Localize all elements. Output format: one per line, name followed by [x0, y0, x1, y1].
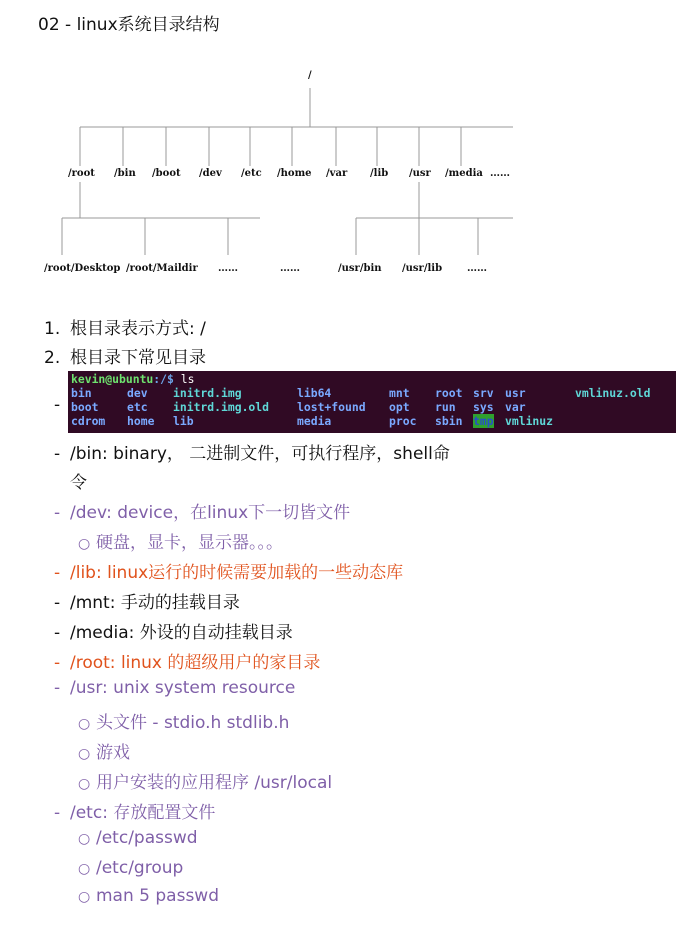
tree-node: …… — [490, 168, 510, 179]
list-item-root: - /root: linux 的超级用户的家目录 — [54, 653, 321, 673]
list-item: 1. 根目录表示方式: / — [44, 319, 206, 339]
list-item: 2. 根目录下常见目录 — [44, 348, 206, 368]
tree-node: /usr/lib — [402, 263, 443, 274]
tree-node: /boot — [152, 168, 181, 179]
tree-node: /etc — [241, 168, 262, 179]
list-item-lib: - /lib: linux运行的时候需要加载的一些动态库 — [54, 563, 404, 583]
tree-node: …… — [280, 263, 300, 274]
sub-item-usr-headers: ○ 头文件 - stdio.h stdlib.h — [78, 713, 290, 733]
list-item-dev: - /dev: device，在linux下一切皆文件 — [54, 503, 351, 523]
tree-node: /media — [445, 168, 483, 179]
tree-node: /dev — [199, 168, 222, 179]
tree-node: /var — [326, 168, 348, 179]
sub-item-dev: ○ 硬盘，显卡，显示器。。。 — [78, 533, 283, 553]
list-item-bin: - /bin: binary， 二进制文件，可执行程序，shell命 — [54, 444, 450, 464]
tree-node: …… — [218, 263, 238, 274]
list-item-usr: - /usr: unix system resource — [54, 678, 296, 698]
tree-node-root: / — [308, 70, 312, 81]
tree-node: …… — [467, 263, 487, 274]
sub-item-usr-games: ○ 游戏 — [78, 743, 130, 763]
tree-node: /lib — [370, 168, 389, 179]
list-item-mnt: - /mnt: 手动的挂载目录 — [54, 593, 240, 613]
list-item-bin-continued: 令 — [70, 473, 87, 493]
directory-tree-diagram — [0, 60, 678, 300]
tree-node: /bin — [114, 168, 136, 179]
terminal-ls-row: bin dev initrd.img lib64 mnt root srv usr vmlinuz.old — [71, 386, 651, 400]
terminal-dash: - — [54, 395, 61, 415]
terminal-ls-row: boot etc initrd.img.old lost+found opt run sys var — [71, 400, 526, 414]
tree-node: /usr — [409, 168, 431, 179]
list-item-etc: - /etc: 存放配置文件 — [54, 803, 216, 823]
sub-item-etc-passwd: ○ /etc/passwd — [78, 828, 198, 848]
tree-node: /usr/bin — [338, 263, 382, 274]
terminal-ls-row: cdrom home lib media proc sbin tmp vmlinuz — [71, 414, 554, 428]
terminal-screenshot — [68, 371, 676, 433]
tree-node: /home — [277, 168, 312, 179]
sub-item-etc-group: ○ /etc/group — [78, 858, 184, 878]
tree-node: /root/Maildir — [126, 263, 198, 274]
tree-node: /root/Desktop — [44, 263, 121, 274]
terminal-prompt-row: kevin@ubuntu:/$ ls — [71, 372, 195, 386]
sub-item-man-passwd: ○ man 5 passwd — [78, 886, 219, 906]
page-title: 02 - linux系统目录结构 — [38, 15, 220, 35]
sub-item-usr-local: ○ 用户安装的应用程序 /usr/local — [78, 773, 333, 793]
tree-node: /root — [68, 168, 95, 179]
list-item-media: - /media: 外设的自动挂载目录 — [54, 623, 293, 643]
